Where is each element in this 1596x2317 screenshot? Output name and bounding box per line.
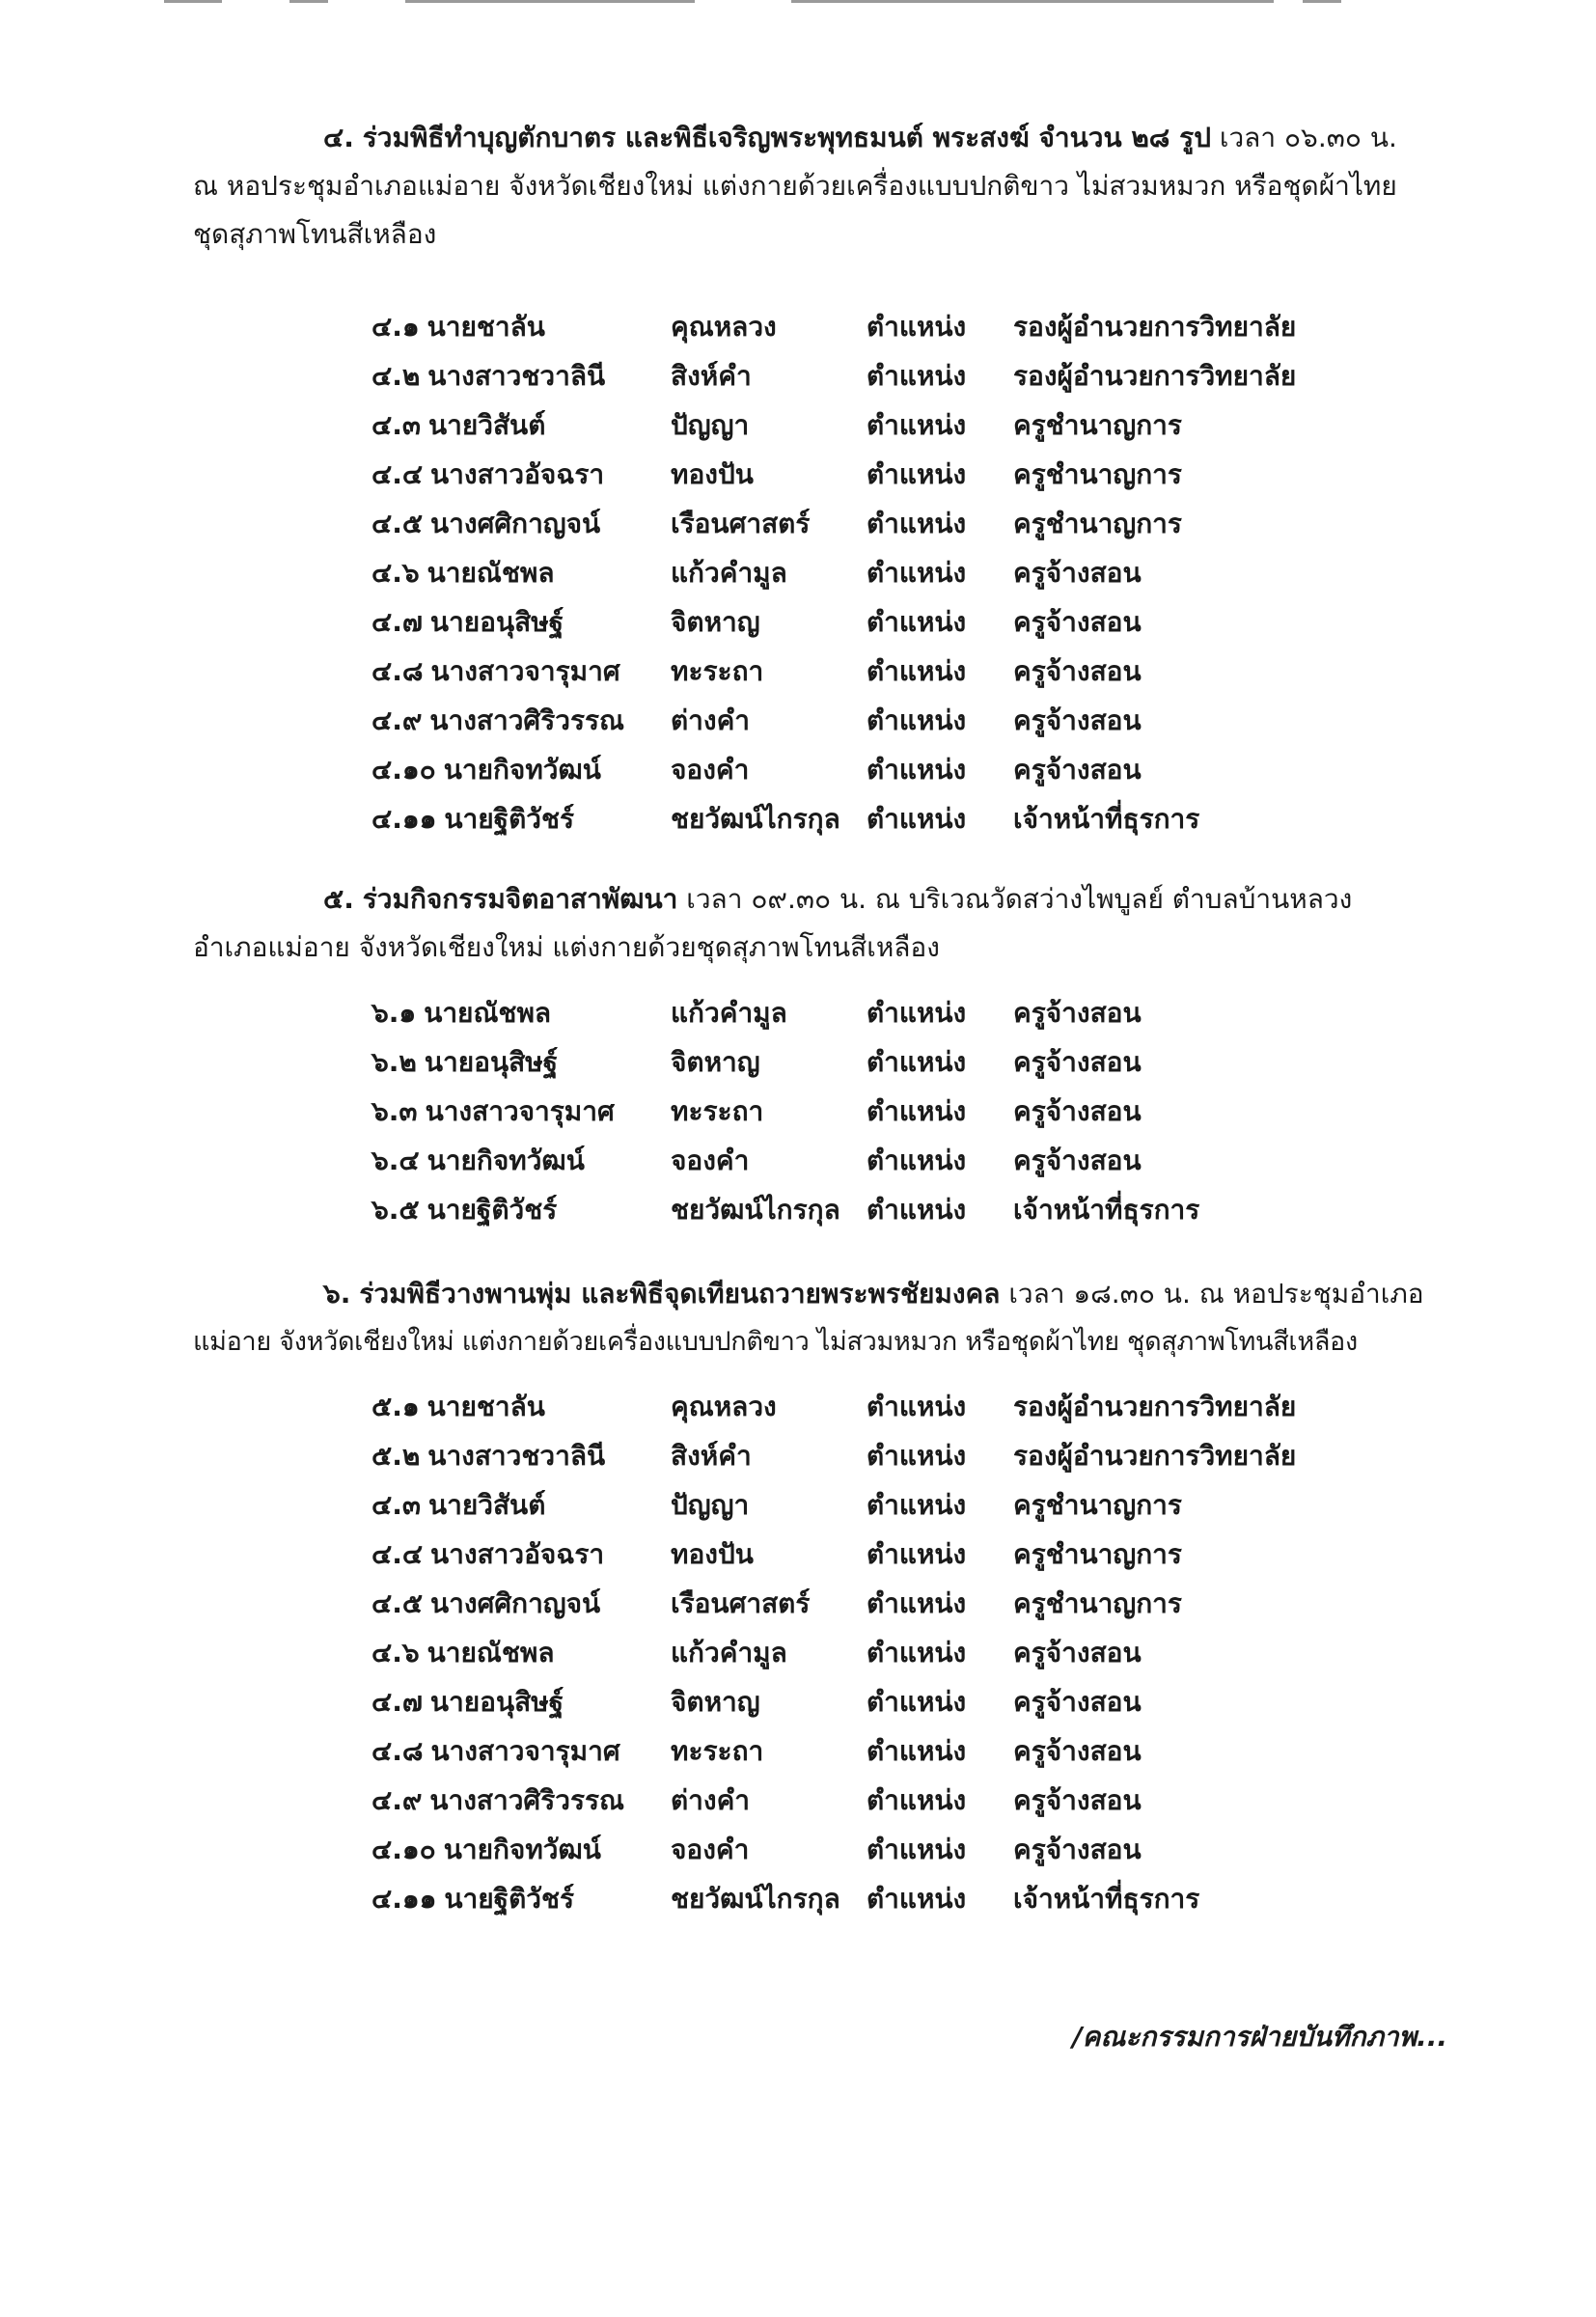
member-name xyxy=(371,988,551,1037)
member-position: เจ้าหน้าที่ธุรการ xyxy=(1013,803,1200,835)
member-surname: สิงห์คำ xyxy=(671,360,752,392)
member-position: ครูจ้างสอน xyxy=(1013,1046,1142,1078)
position-label: ตำแหน่ง xyxy=(867,1883,967,1915)
member-number: ๔.๙ xyxy=(371,704,423,736)
position-label: ตำแหน่ง xyxy=(867,1440,967,1472)
member-row xyxy=(371,351,1385,400)
member-number: ๔.๔ xyxy=(371,1538,424,1570)
position-label: ตำแหน่ง xyxy=(867,655,967,687)
section-5-title: ร่วมกิจกรรมจิตอาสาพัฒนา xyxy=(362,883,678,915)
member-row xyxy=(371,400,1385,450)
position-label: ตำแหน่ง xyxy=(867,508,967,539)
member-given-name: นายชาลัน xyxy=(427,1391,545,1422)
member-position: ครูชำนาญการ xyxy=(1013,1587,1182,1619)
position-label: ตำแหน่ง xyxy=(867,704,967,736)
member-number: ๔.๑๐ xyxy=(371,1834,436,1865)
member-row xyxy=(371,988,1385,1037)
member-position: เจ้าหน้าที่ธุรการ xyxy=(1013,1883,1200,1915)
position-label: ตำแหน่ง xyxy=(867,803,967,835)
member-position: ครูชำนาญการ xyxy=(1013,458,1182,490)
member-number: ๔.๕ xyxy=(371,508,424,539)
member-name xyxy=(371,1136,585,1185)
member-name xyxy=(371,1677,564,1726)
member-surname: จิตหาญ xyxy=(671,1046,760,1078)
member-number: ๔.๔ xyxy=(371,458,424,490)
member-surname: เรือนศาสตร์ xyxy=(671,1587,811,1619)
member-surname: คุณหลวง xyxy=(671,311,777,343)
member-position: ครูจ้างสอน xyxy=(1013,1637,1142,1669)
member-row xyxy=(371,745,1385,794)
position-label: ตำแหน่ง xyxy=(867,1095,967,1127)
member-row xyxy=(371,1874,1385,1923)
member-row xyxy=(371,499,1385,548)
member-row xyxy=(371,1136,1385,1185)
member-number: ๕.๒ xyxy=(371,1440,421,1472)
member-row xyxy=(371,1677,1385,1726)
section-6-heading xyxy=(193,1270,1447,1366)
member-surname: ชยวัฒน์ไกรกุล xyxy=(671,803,840,835)
position-label: ตำแหน่ง xyxy=(867,458,967,490)
member-position: ครูจ้างสอน xyxy=(1013,1735,1142,1767)
position-label: ตำแหน่ง xyxy=(867,360,967,392)
section-5-number: ๕. xyxy=(323,883,354,915)
member-given-name: นายกิจทวัฒน์ xyxy=(443,1834,601,1865)
member-given-name: นางสาวศิริวรรณ xyxy=(429,704,625,736)
section-5-member-list xyxy=(371,988,1385,1234)
member-given-name: นางสาวอัจฉรา xyxy=(430,458,605,490)
member-given-name: นายวิสันต์ xyxy=(427,1489,546,1521)
member-row xyxy=(371,302,1385,351)
member-name xyxy=(371,1628,554,1677)
section-4-time: เวลา ๐๖.๓๐ น. xyxy=(1219,122,1397,153)
member-position: ครูจ้างสอน xyxy=(1013,1784,1142,1816)
member-row xyxy=(371,1776,1385,1825)
member-given-name: นางสาวศิริวรรณ xyxy=(429,1784,625,1816)
position-label: ตำแหน่ง xyxy=(867,1735,967,1767)
position-label: ตำแหน่ง xyxy=(867,1145,967,1176)
section-4-line2: ณ หอประชุมอำเภอแม่อาย จังหวัดเชียงใหม่ แต่งกายด้วยเครื่องแบบปกติขาว ไม่สวมหมวก หรือชุดผ้าไทย xyxy=(193,170,1397,202)
member-given-name: นายชาลัน xyxy=(427,311,545,343)
member-number: ๖.๒ xyxy=(371,1046,417,1078)
member-number: ๔.๙ xyxy=(371,1784,423,1816)
member-position: ครูจ้างสอน xyxy=(1013,606,1142,638)
member-position: รองผู้อำนวยการวิทยาลัย xyxy=(1013,311,1297,343)
member-given-name: นายอนุสิษฐ์ xyxy=(429,606,564,638)
member-row xyxy=(371,548,1385,597)
member-given-name: นางสาวชวาลินี xyxy=(427,1440,606,1472)
member-row xyxy=(371,1480,1385,1530)
member-row xyxy=(371,1185,1385,1234)
member-name xyxy=(371,1185,557,1234)
member-given-name: นายกิจทวัฒน์ xyxy=(443,754,601,786)
section-4-title: ร่วมพิธีทำบุญตักบาตร และพิธีเจริญพระพุทธมนต์ พระสงฆ์ จำนวน ๒๘ รูป xyxy=(362,122,1211,153)
position-label: ตำแหน่ง xyxy=(867,311,967,343)
member-name xyxy=(371,1726,620,1776)
member-given-name: นางศศิกาญจน์ xyxy=(430,508,601,539)
position-label: ตำแหน่ง xyxy=(867,1489,967,1521)
member-given-name: นายณัชพล xyxy=(427,1637,555,1669)
member-name xyxy=(371,1825,601,1874)
member-number: ๕.๑ xyxy=(371,1391,420,1422)
member-name xyxy=(371,400,545,450)
continuation-note: /คณะกรรมการฝ่ายบันทึกภาพ... xyxy=(1072,2021,1447,2053)
section-6-line2: แม่อาย จังหวัดเชียงใหม่ แต่งกายด้วยเครื่องแบบปกติขาว ไม่สวมหมวก หรือชุดผ้าไทย ชุดสุภาพโทนสีเหลือง xyxy=(193,1327,1358,1357)
member-position: ครูจ้างสอน xyxy=(1013,1095,1142,1127)
member-number: ๔.๖ xyxy=(371,557,420,589)
section-5-heading xyxy=(193,875,1447,972)
member-number: ๔.๖ xyxy=(371,1637,420,1669)
member-name xyxy=(371,1382,545,1431)
member-position: ครูจ้างสอน xyxy=(1013,1686,1142,1718)
member-name xyxy=(371,597,564,647)
member-number: ๔.๗ xyxy=(371,1686,423,1718)
member-given-name: นางสาวจารุมาศ xyxy=(430,1735,620,1767)
member-position: ครูชำนาญการ xyxy=(1013,1538,1182,1570)
member-name xyxy=(371,794,574,843)
section-4-member-list xyxy=(371,302,1385,843)
member-surname: ทองปัน xyxy=(671,458,754,490)
member-surname: จองคำ xyxy=(671,754,750,786)
member-surname: จิตหาญ xyxy=(671,1686,760,1718)
member-name xyxy=(371,302,545,351)
position-label: ตำแหน่ง xyxy=(867,557,967,589)
member-row xyxy=(371,1726,1385,1776)
member-given-name: นางสาวจารุมาศ xyxy=(430,655,620,687)
section-5-time: เวลา ๐๙.๓๐ น. ณ บริเวณวัดสว่างไพบูลย์ ตำบลบ้านหลวง xyxy=(686,883,1353,915)
member-number: ๔.๘ xyxy=(371,1735,424,1767)
member-surname: ปัญญา xyxy=(671,1489,750,1521)
member-given-name: นายวิสันต์ xyxy=(427,409,546,441)
member-given-name: นายณัชพล xyxy=(427,557,555,589)
member-surname: แก้วคำมูล xyxy=(671,1637,787,1669)
member-row xyxy=(371,794,1385,843)
member-position: รองผู้อำนวยการวิทยาลัย xyxy=(1013,1391,1297,1422)
section-6-time: เวลา ๑๘.๓๐ น. ณ หอประชุมอำเภอ xyxy=(1008,1278,1424,1310)
member-name xyxy=(371,1776,624,1825)
member-surname: ปัญญา xyxy=(671,409,750,441)
member-surname: จองคำ xyxy=(671,1145,750,1176)
member-number: ๖.๓ xyxy=(371,1095,418,1127)
position-label: ตำแหน่ง xyxy=(867,1686,967,1718)
position-label: ตำแหน่ง xyxy=(867,1046,967,1078)
member-given-name: นายกิจทวัฒน์ xyxy=(427,1145,585,1176)
member-position: ครูจ้างสอน xyxy=(1013,754,1142,786)
member-row xyxy=(371,647,1385,696)
member-given-name: นายอนุสิษฐ์ xyxy=(424,1046,559,1078)
position-label: ตำแหน่ง xyxy=(867,997,967,1029)
section-6-title: ร่วมพิธีวางพานพุ่ม และพิธีจุดเทียนถวายพระพรชัยมงคล xyxy=(359,1278,1001,1310)
position-label: ตำแหน่ง xyxy=(867,409,967,441)
member-row xyxy=(371,696,1385,745)
member-name xyxy=(371,1874,574,1923)
member-number: ๔.๕ xyxy=(371,1587,424,1619)
member-row xyxy=(371,1087,1385,1136)
member-row xyxy=(371,450,1385,499)
member-surname: แก้วคำมูล xyxy=(671,997,787,1029)
member-name xyxy=(371,745,601,794)
member-row xyxy=(371,1825,1385,1874)
member-surname: แก้วคำมูล xyxy=(671,557,787,589)
position-label: ตำแหน่ง xyxy=(867,1784,967,1816)
member-position: เจ้าหน้าที่ธุรการ xyxy=(1013,1194,1200,1226)
member-position: รองผู้อำนวยการวิทยาลัย xyxy=(1013,1440,1297,1472)
member-number: ๔.๓ xyxy=(371,1489,421,1521)
position-label: ตำแหน่ง xyxy=(867,1194,967,1226)
member-number: ๔.๑๑ xyxy=(371,1883,437,1915)
member-row xyxy=(371,1382,1385,1431)
member-name xyxy=(371,548,554,597)
position-label: ตำแหน่ง xyxy=(867,1538,967,1570)
member-given-name: นายฐิติวัชร์ xyxy=(444,803,575,835)
section-4-heading xyxy=(193,114,1447,259)
member-number: ๖.๑ xyxy=(371,997,417,1029)
position-label: ตำแหน่ง xyxy=(867,1637,967,1669)
member-number: ๔.๒ xyxy=(371,360,421,392)
member-number: ๔.๓ xyxy=(371,409,421,441)
member-row xyxy=(371,1431,1385,1480)
member-row xyxy=(371,1037,1385,1087)
member-given-name: นางศศิกาญจน์ xyxy=(430,1587,601,1619)
member-name xyxy=(371,1579,600,1628)
member-surname: ทองปัน xyxy=(671,1538,754,1570)
member-name xyxy=(371,696,624,745)
member-row xyxy=(371,1579,1385,1628)
member-number: ๖.๕ xyxy=(371,1194,420,1226)
member-position: ครูชำนาญการ xyxy=(1013,1489,1182,1521)
member-surname: ชยวัฒน์ไกรกุล xyxy=(671,1883,840,1915)
member-given-name: นางสาวอัจฉรา xyxy=(430,1538,605,1570)
member-name xyxy=(371,499,600,548)
member-surname: จองคำ xyxy=(671,1834,750,1865)
member-surname: สิงห์คำ xyxy=(671,1440,752,1472)
member-number: ๔.๑๐ xyxy=(371,754,436,786)
member-position: รองผู้อำนวยการวิทยาลัย xyxy=(1013,360,1297,392)
member-name xyxy=(371,450,604,499)
member-given-name: นายณัชพล xyxy=(424,997,552,1029)
member-given-name: นายฐิติวัชร์ xyxy=(427,1194,558,1226)
member-surname: จิตหาญ xyxy=(671,606,760,638)
member-given-name: นายฐิติวัชร์ xyxy=(444,1883,575,1915)
member-number: ๖.๔ xyxy=(371,1145,420,1176)
member-surname: ชยวัฒน์ไกรกุล xyxy=(671,1194,840,1226)
member-position: ครูจ้างสอน xyxy=(1013,704,1142,736)
member-surname: ต่างคำ xyxy=(671,704,751,736)
member-name xyxy=(371,351,605,400)
member-number: ๔.๘ xyxy=(371,655,424,687)
section-4-line3: ชุดสุภาพโทนสีเหลือง xyxy=(193,218,437,250)
member-position: ครูชำนาญการ xyxy=(1013,409,1182,441)
member-surname: เรือนศาสตร์ xyxy=(671,508,811,539)
member-surname: ทะระถา xyxy=(671,1095,764,1127)
member-number: ๔.๑ xyxy=(371,311,420,343)
member-surname: ต่างคำ xyxy=(671,1784,751,1816)
member-name xyxy=(371,1480,545,1530)
position-label: ตำแหน่ง xyxy=(867,606,967,638)
member-number: ๔.๗ xyxy=(371,606,423,638)
member-number: ๔.๑๑ xyxy=(371,803,437,835)
member-row xyxy=(371,597,1385,647)
position-label: ตำแหน่ง xyxy=(867,1834,967,1865)
member-row xyxy=(371,1530,1385,1579)
member-position: ครูจ้างสอน xyxy=(1013,1145,1142,1176)
member-name xyxy=(371,1087,615,1136)
member-name xyxy=(371,1530,604,1579)
member-position: ครูจ้างสอน xyxy=(1013,557,1142,589)
member-surname: คุณหลวง xyxy=(671,1391,777,1422)
member-name xyxy=(371,1431,605,1480)
member-given-name: นายอนุสิษฐ์ xyxy=(429,1686,564,1718)
member-name xyxy=(371,1037,558,1087)
member-name xyxy=(371,647,620,696)
section-6-member-list xyxy=(371,1382,1385,1923)
member-surname: ทะระถา xyxy=(671,1735,764,1767)
member-row xyxy=(371,1628,1385,1677)
section-4-number: ๔. xyxy=(323,122,354,153)
position-label: ตำแหน่ง xyxy=(867,1587,967,1619)
position-label: ตำแหน่ง xyxy=(867,754,967,786)
member-given-name: นางสาวชวาลินี xyxy=(427,360,606,392)
member-given-name: นางสาวจารุมาศ xyxy=(425,1095,615,1127)
member-position: ครูจ้างสอน xyxy=(1013,655,1142,687)
position-label: ตำแหน่ง xyxy=(867,1391,967,1422)
section-6-number: ๖. xyxy=(323,1278,351,1310)
member-position: ครูจ้างสอน xyxy=(1013,997,1142,1029)
member-position: ครูจ้างสอน xyxy=(1013,1834,1142,1865)
member-position: ครูชำนาญการ xyxy=(1013,508,1182,539)
section-5-line2: อำเภอแม่อาย จังหวัดเชียงใหม่ แต่งกายด้วยชุดสุภาพโทนสีเหลือง xyxy=(193,931,940,963)
member-surname: ทะระถา xyxy=(671,655,764,687)
